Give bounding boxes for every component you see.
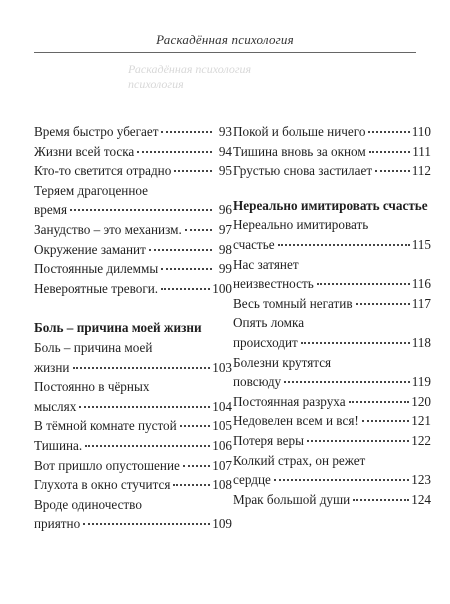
- toc-entry-title-line: Колкий страх, он режет: [233, 452, 366, 468]
- dot-leader: [284, 381, 410, 383]
- toc-entry-title-line: Нас затянет: [233, 256, 299, 272]
- toc-entry: [34, 456, 232, 476]
- page-number: 98: [218, 241, 232, 257]
- dot-leader: [274, 479, 409, 481]
- page-number: 94: [218, 143, 232, 159]
- toc-entry-title: время: [34, 202, 68, 218]
- toc-entry: [34, 142, 232, 162]
- page-number: 118: [411, 334, 431, 350]
- toc-entry-title: Постоянные дилеммы: [34, 261, 159, 277]
- toc-entry-title: Жизни всей тоска: [34, 143, 135, 159]
- toc-entry-title: Грустью снова застилает: [233, 163, 373, 179]
- page-number: 97: [218, 221, 232, 237]
- dot-leader: [85, 445, 210, 447]
- dot-leader: [307, 440, 409, 442]
- toc-entry: [34, 181, 232, 220]
- toc-entry-title: Мрак большой души: [233, 491, 351, 507]
- toc-entry: [233, 122, 431, 142]
- dot-leader: [174, 170, 212, 172]
- toc-entry: [34, 259, 232, 279]
- page-number: 111: [412, 143, 431, 159]
- dot-leader: [356, 303, 410, 305]
- toc-entry: [34, 122, 232, 142]
- toc-entry-title: Тишина.: [34, 437, 83, 453]
- toc-entry: [233, 255, 431, 294]
- section-title-left: Боль – причина моей жизни: [34, 320, 202, 336]
- dot-leader: [180, 425, 211, 427]
- toc-entry-title-line: Боль – причина моей: [34, 339, 153, 355]
- page-number: 105: [212, 418, 232, 434]
- toc-entry: [34, 161, 232, 181]
- dot-leader: [278, 244, 410, 246]
- toc-entry: [233, 490, 431, 510]
- dot-leader: [369, 151, 410, 153]
- toc-entry-title: мыслях: [34, 398, 77, 414]
- dot-leader: [137, 151, 212, 153]
- dot-leader: [73, 367, 211, 369]
- toc-entry: [34, 240, 232, 260]
- toc-entry-title: Весь томный негатив: [233, 295, 353, 311]
- toc-entry-title: Потеря веры: [233, 432, 304, 448]
- page-number: 110: [411, 124, 431, 139]
- toc-entry: [233, 353, 431, 392]
- dot-leader: [183, 465, 210, 467]
- page-number: 119: [411, 374, 431, 390]
- toc-entry: [34, 338, 232, 377]
- toc-entry: [233, 294, 431, 314]
- toc-entry: [233, 142, 431, 162]
- toc-entry: [233, 392, 431, 412]
- toc-entry-title: Недовелен всем и вся!: [233, 413, 359, 429]
- toc-entry: [233, 451, 431, 490]
- page-number: 93: [218, 124, 232, 139]
- running-header: Раскадённая психология: [156, 32, 294, 47]
- toc-entry-title: В тёмной комнате пустой: [34, 418, 177, 434]
- toc-entry-title: жизни: [34, 359, 70, 375]
- toc-entry-title: повсюду: [233, 374, 282, 390]
- page-number: 117: [411, 295, 431, 311]
- toc-entry-title: сердце: [233, 472, 271, 488]
- dot-leader: [173, 484, 210, 486]
- toc-entry-title-line: Нереально имитировать: [233, 217, 369, 233]
- toc-entry: [233, 215, 431, 254]
- toc-entry: [34, 377, 232, 416]
- toc-list-left: [34, 122, 232, 298]
- page-number: 104: [212, 398, 232, 414]
- toc-entry-title: Покой и больше ничего: [233, 124, 366, 139]
- dot-leader: [368, 131, 409, 133]
- dot-leader: [301, 342, 410, 344]
- toc-entry-title-line: Вроде одиночество: [34, 496, 142, 512]
- page-number: 96: [218, 202, 232, 218]
- page-number: 124: [411, 491, 431, 507]
- dot-leader: [83, 523, 210, 525]
- toc-entry-title: приятно: [34, 516, 81, 532]
- toc-entry-title: Окружение заманит: [34, 241, 146, 257]
- page-number: 99: [218, 261, 232, 277]
- toc-section-list-right: [233, 215, 431, 509]
- toc-entry: [34, 220, 232, 240]
- page-number: 115: [411, 236, 431, 252]
- dot-leader: [161, 131, 212, 133]
- dot-leader: [161, 268, 212, 270]
- toc-entry-title: Глухота в окно стучится: [34, 477, 171, 493]
- toc-entry-title: неизвестность: [233, 276, 314, 292]
- page-number: 108: [212, 477, 232, 493]
- toc-entry: [34, 475, 232, 495]
- toc-entry: [233, 431, 431, 451]
- page-number: 121: [411, 413, 431, 429]
- toc-entry: [233, 411, 431, 431]
- toc-entry: [233, 313, 431, 352]
- dot-leader: [185, 229, 212, 231]
- toc-entry-title: счастье: [233, 236, 275, 252]
- toc-entry-title-line: Болезни крутятся: [233, 354, 332, 370]
- bleed-through-text: Раскадённая психология психология: [128, 62, 252, 91]
- dot-leader: [161, 288, 210, 290]
- page-number: 107: [212, 457, 232, 473]
- toc-entry: [34, 495, 232, 534]
- toc-column-right: [233, 122, 431, 509]
- header-rule: [34, 52, 416, 53]
- toc-entry-title: Время быстро убегает: [34, 124, 159, 139]
- page-number: 120: [411, 393, 431, 409]
- toc-entry: [233, 161, 431, 181]
- toc-entry-title: Занудство – это механизм.: [34, 221, 182, 237]
- toc-entry-title-line: Постоянно в чёрных: [34, 379, 150, 395]
- page-number: 106: [212, 437, 232, 453]
- toc-entry: [34, 279, 232, 299]
- page-number: 123: [411, 472, 431, 488]
- toc-list-right: [233, 122, 431, 181]
- page-number: 112: [411, 163, 431, 179]
- toc-section-list-left: [34, 338, 232, 534]
- dot-leader: [362, 420, 409, 422]
- page-number: 100: [212, 280, 232, 296]
- section-title-right: Нереально имитировать счастье: [233, 197, 428, 213]
- dot-leader: [317, 283, 410, 285]
- toc-entry-title: Невероятные тревоги.: [34, 280, 159, 296]
- dot-leader: [349, 401, 410, 403]
- page-number: 103: [212, 359, 232, 375]
- page-number: 109: [212, 516, 232, 532]
- toc-entry: [34, 416, 232, 436]
- toc-entry-title-line: Опять ломка: [233, 315, 305, 331]
- page-number: 116: [411, 276, 431, 292]
- page-number: 122: [411, 432, 431, 448]
- toc-entry-title: происходит: [233, 334, 298, 350]
- dot-leader: [79, 406, 210, 408]
- dot-leader: [353, 499, 409, 501]
- toc-entry-title: Постоянная разруха: [233, 393, 346, 409]
- toc-entry-title: Вот пришло опустошение: [34, 457, 180, 473]
- dot-leader: [149, 249, 212, 251]
- toc-entry: [34, 436, 232, 456]
- toc-column-left: [34, 122, 232, 534]
- dot-leader: [70, 209, 212, 211]
- page-number: 95: [218, 163, 232, 179]
- toc-entry-title: Тишина вновь за окном: [233, 143, 366, 159]
- toc-entry-title: Кто-то светится отрадно: [34, 163, 172, 179]
- toc-entry-title-line: Теряем драгоценное: [34, 182, 149, 198]
- dot-leader: [375, 170, 410, 172]
